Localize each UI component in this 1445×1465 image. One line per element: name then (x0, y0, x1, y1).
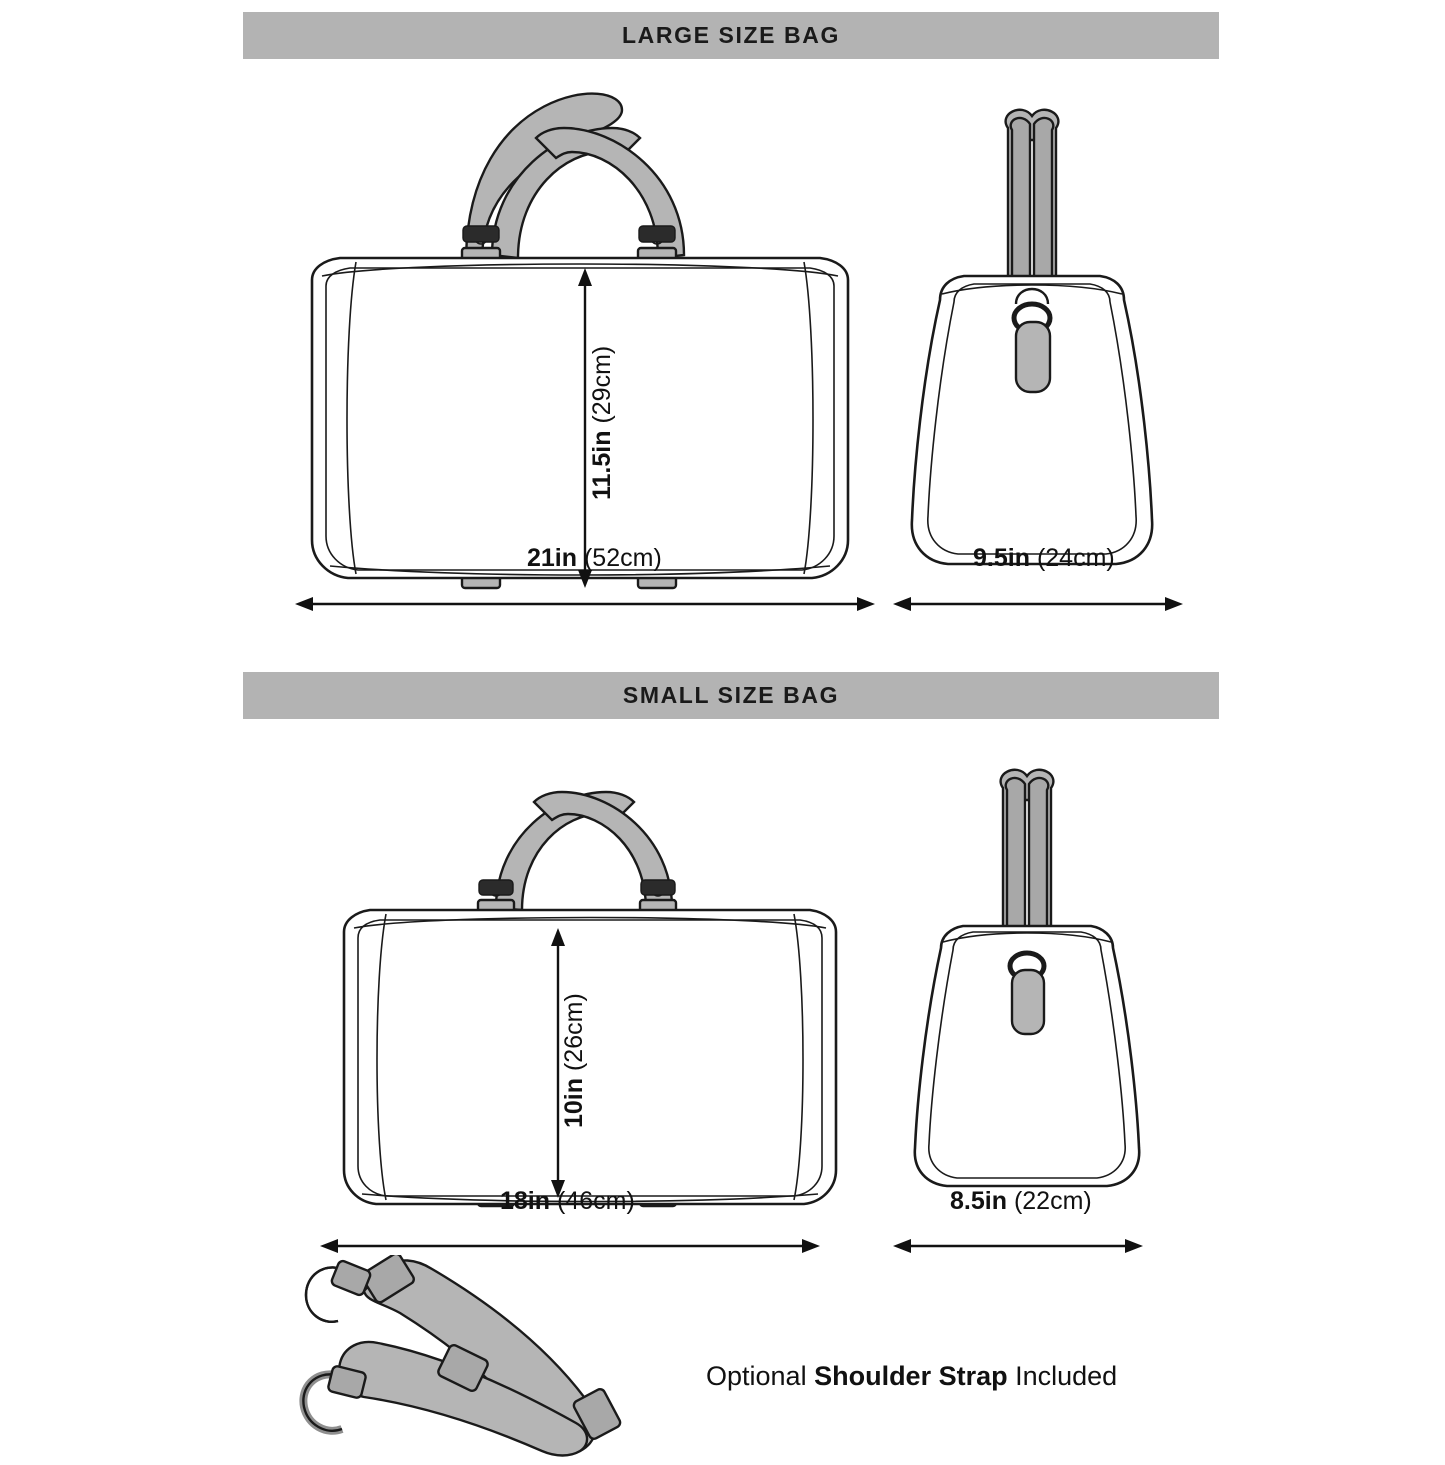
strap-hook-bottom (303, 1365, 366, 1430)
large-front-height-label: 11.5in (29cm) (588, 345, 616, 500)
large-front-width-label: 21in (52cm) (527, 544, 662, 572)
large-front-width-dimension (295, 589, 875, 619)
note-suffix: Included (1007, 1361, 1118, 1391)
section-header-small (243, 672, 1219, 719)
strap-hook-top (306, 1260, 372, 1322)
note-bold: Shoulder Strap (814, 1361, 1008, 1391)
section-header-small-label: SMALL SIZE BAG (622, 682, 840, 708)
shoulder-strap-note (706, 1361, 1117, 1392)
small-front-height-label: 10in (26cm) (560, 993, 588, 1128)
large-side-depth-label: 9.5in (24cm) (973, 544, 1115, 572)
note-prefix: Optional (706, 1361, 815, 1391)
large-bag-side-illustration (880, 100, 1200, 590)
shoulder-strap-illustration (290, 1255, 690, 1465)
small-bag-front-illustration (300, 748, 880, 1248)
large-side-depth-dimension (893, 589, 1183, 619)
small-bag-side-illustration (885, 760, 1175, 1200)
section-header-large-label: LARGE SIZE BAG (622, 22, 840, 48)
small-side-depth-dimension (893, 1231, 1143, 1261)
small-front-width-label: 18in (46cm) (500, 1187, 635, 1215)
small-side-depth-label: 8.5in (22cm) (950, 1187, 1092, 1215)
section-header-large (243, 12, 1219, 59)
